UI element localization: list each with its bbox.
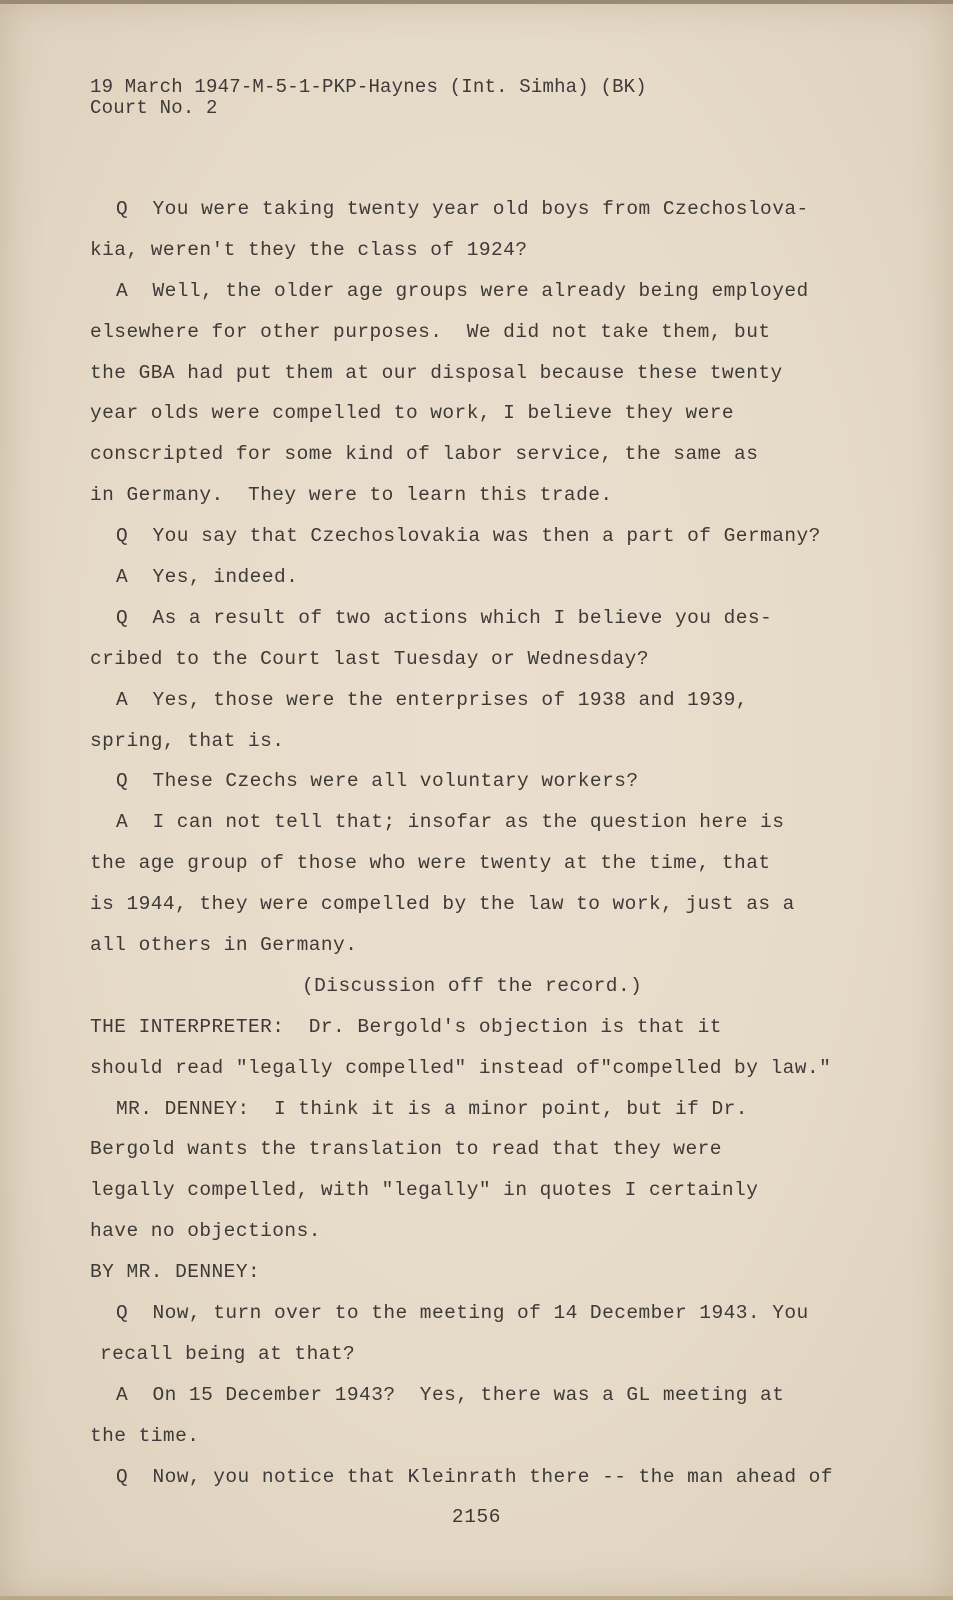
- transcript-line: Q These Czechs were all voluntary workers?: [116, 770, 639, 793]
- transcript-line: Q Now, turn over to the meeting of 14 December 1943. You: [116, 1302, 809, 1325]
- transcript-line: Q As a result of two actions which I believe you des-: [116, 606, 773, 629]
- transcript-line: legally compelled, with "legally" in quotes I certainly: [90, 1179, 759, 1202]
- transcript-line: Bergold wants the translation to read that they were: [90, 1138, 722, 1161]
- page-number: 2156: [451, 1506, 502, 1528]
- transcript-line: the GBA had put them at our disposal because these twenty: [90, 361, 783, 384]
- transcript-line: is 1944, they were compelled by the law to work, just as a: [90, 893, 795, 916]
- transcript-line: year olds were compelled to work, I believe they were: [90, 402, 735, 425]
- transcript-line: spring, that is.: [90, 729, 285, 752]
- header-line-1: 19 March 1947-M-5-1-PKP-Haynes (Int. Simha) (BK): [90, 76, 647, 98]
- transcript-line: the age group of those who were twenty at the time, that: [90, 852, 771, 875]
- transcript-line: A I can not tell that; insofar as the question here is: [116, 811, 785, 834]
- transcript-body: [90, 197, 850, 1506]
- transcript-line: Q You were taking twenty year old boys from Czechoslova-: [116, 198, 809, 220]
- transcript-line: A On 15 December 1943? Yes, there was a GL meeting at: [116, 1383, 785, 1406]
- transcript-line: have no objections.: [90, 1220, 321, 1243]
- transcript-line: BY MR. DENNEY:: [90, 1261, 261, 1284]
- transcript-line: (Discussion off the record.): [302, 974, 643, 997]
- transcript-line: MR. DENNEY: I think it is a minor point, but if Dr.: [116, 1097, 748, 1120]
- transcript-line: THE INTERPRETER: Dr. Bergold's objection is that it: [90, 1015, 722, 1038]
- transcript-line: recall being at that?: [100, 1342, 356, 1365]
- transcript-line: A Yes, those were the enterprises of 1938 and 1939,: [116, 688, 748, 711]
- page-header: [90, 77, 647, 119]
- header-line-2: Court No. 2: [90, 97, 218, 119]
- page-bottom-edge: [0, 1596, 953, 1600]
- transcript-line: Q Now, you notice that Kleinrath there -- the man ahead of: [116, 1465, 833, 1488]
- transcript-line: elsewhere for other purposes. We did not take them, but: [90, 320, 771, 343]
- transcript-line: cribed to the Court last Tuesday or Wednesday?: [90, 647, 649, 670]
- transcript-line: A Well, the older age groups were already being employed: [116, 279, 809, 302]
- page-top-edge: [0, 0, 953, 4]
- transcript-line: conscripted for some kind of labor service, the same as: [90, 443, 759, 466]
- transcript-line: in Germany. They were to learn this trade.: [90, 484, 613, 507]
- transcript-line: should read "legally compelled" instead of"compelled by law.": [90, 1056, 832, 1079]
- transcript-line: A Yes, indeed.: [116, 566, 299, 589]
- transcript-line: the time.: [90, 1424, 200, 1447]
- transcript-line: all others in Germany.: [90, 934, 358, 957]
- transcript-line: Q You say that Czechoslovakia was then a part of Germany?: [116, 525, 821, 548]
- transcript-line: kia, weren't they the class of 1924?: [90, 238, 528, 261]
